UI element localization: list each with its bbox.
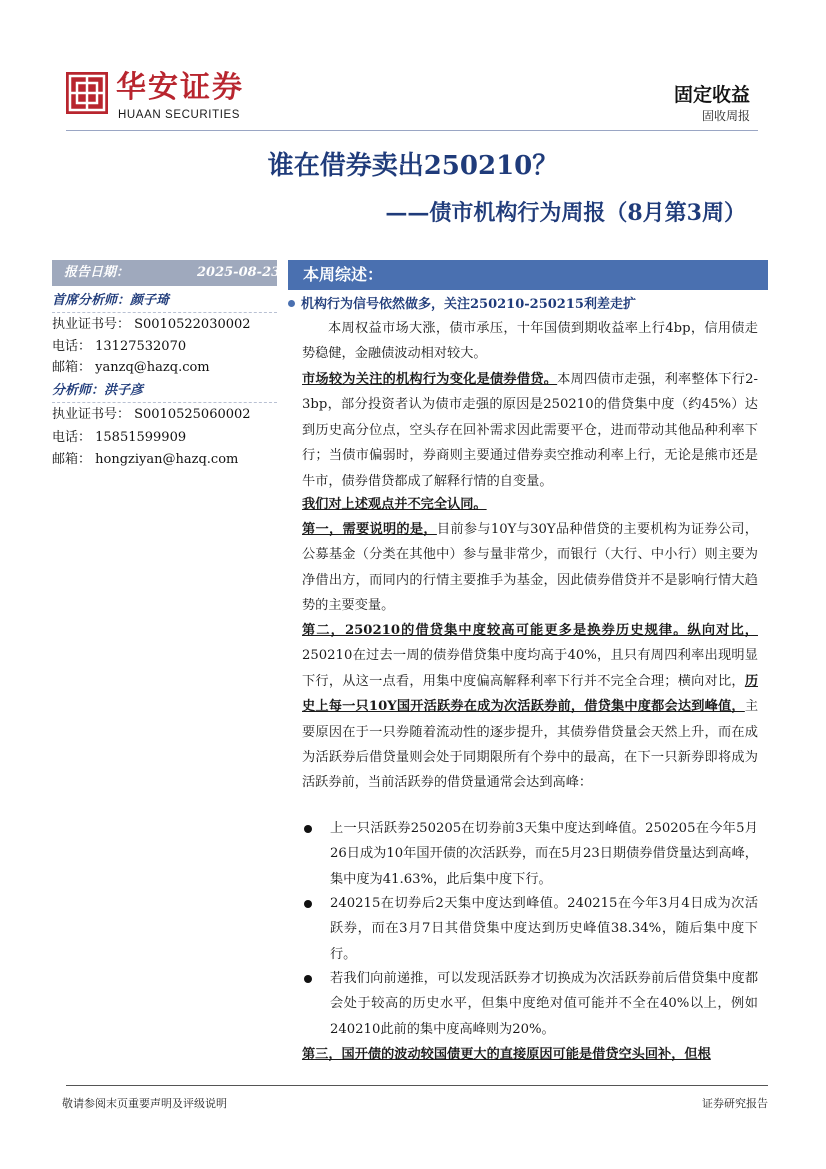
analyst-1-phone: 电话： 13127532070 <box>52 339 187 354</box>
header-divider <box>66 130 758 131</box>
list-item-body: 250205在今年5月26日成为10年国开债的次活跃券，而在5月23日期债券借贷量达到高峰，集中度为41.63%，此后集中度下行。 <box>330 821 758 887</box>
paragraph-6 <box>302 1042 758 1067</box>
list-item-text <box>330 891 758 967</box>
key-point-text: 机构行为信号依然做多，关注250210-250215利差走扩 <box>301 297 636 312</box>
analyst-1-name: 首席分析师：颜子琦 <box>52 293 170 308</box>
analyst-2-cert: 执业证书号： S0010525060002 <box>52 407 251 422</box>
report-date-label: 报告日期： <box>64 265 130 280</box>
list-item-lead: 240215在切券后2天集中度达到峰值。 <box>330 896 568 911</box>
report-category: 固定收益 <box>673 84 750 106</box>
brand-logo-mark <box>66 72 108 114</box>
section-title: 本周综述： <box>303 265 384 284</box>
paragraph-5 <box>302 618 758 796</box>
brand-name-cn: 华安证券 <box>116 70 244 105</box>
report-date: 2025-08-23 <box>197 265 281 280</box>
paragraph-4 <box>302 517 758 619</box>
paragraph-6-lead: 第三，国开债的波动较国债更大的直接原因可能是借贷空头回补，但根 <box>302 1047 711 1062</box>
bullet-icon <box>304 900 312 908</box>
brand-name-en: HUAAN SECURITIES <box>118 109 241 121</box>
paragraph-2-body: 本周四债市走强，利率整体下行2-3bp，部分投资者认为债市走强的原因是250210的借贷集中度（约45%）达到历史高分位点，空头存在回补需求因此需要平仓，进而带动其他品种利率下行；当债市偏弱时，券商则主要通过借券卖空推动利率上行，无论是熊市还是牛市，债券借贷都成了解释行情的自变量。 <box>302 372 758 489</box>
list-item-body: 可以发现活跃券才切换成为次活跃券前后借贷集中度都会处于较高的历史水平，但集中度绝对值可能并不全在40%以上，例如240210此前的集中度高峰则为20%。 <box>330 971 759 1037</box>
list-item-body: 240215在今年3月4日成为次活跃券，而在3月7日其借贷集中度达到历史峰值38.34%，随后集中度下行。 <box>330 896 759 962</box>
footer-divider <box>66 1085 768 1086</box>
analyst-2-name: 分析师：洪子彦 <box>52 383 144 398</box>
paragraph-5-emphasis: 历史上每一只10Y国开活跃券在成为次活跃券前，借贷集中度都会达到峰值， <box>302 673 758 715</box>
list-item-lead: 上一只活跃券250205在切券前3天集中度达到峰值。 <box>330 821 646 836</box>
bullet-icon <box>304 975 312 983</box>
paragraph-4-body: 目前参与10Y与30Y品种借贷的主要机构为证券公司，公募基金（分类在其他中）参与量非常少，而银行（大行、中小行）则主要为净借出方，而同内的行情主要推手为基金，因此债券借贷并不是影响行情大趋势的主要变量。 <box>302 522 758 614</box>
list-item <box>302 891 758 967</box>
paragraph-5-tail: 主要原因在于一只券随着流动性的逐步提升，其债券借贷量会天然上升，而在成为活跃券后借贷量则会处于同期限所有个券中的最高，在下一只新券即将成为活跃券前，当前活跃券的借贷量通常会达到高峰： <box>302 699 758 791</box>
key-point-heading <box>288 296 636 314</box>
sidebar-divider <box>52 402 277 403</box>
paragraph-2-lead: 市场较为关注的机构行为变化是债券借贷。 <box>302 372 558 387</box>
report-subcategory: 固收周报 <box>701 109 750 123</box>
bullet-dot-icon <box>288 300 295 307</box>
footer-doc-type: 证券研究报告 <box>702 1097 768 1110</box>
paragraph-5-lead: 第二，250210的借贷集中度较高可能更多是换券历史规律。纵向对比， <box>302 623 758 638</box>
bullet-icon <box>304 825 312 833</box>
paragraph-4-lead: 第一，需要说明的是， <box>302 522 437 537</box>
analyst-1-cert: 执业证书号： S0010522030002 <box>52 317 251 332</box>
report-subtitle: ——债市机构行为周报（8月第3周） <box>385 200 746 226</box>
paragraph-5-body: 250210在过去一周的债券借贷集中度均高于40%，且只有周四利率出现明显下行，从这一点看，用集中度偏高解释利率下行并不完全合理；横向对比， <box>302 648 758 689</box>
sidebar-divider <box>52 312 277 313</box>
list-item <box>302 816 758 892</box>
analyst-2-phone: 电话： 15851599909 <box>52 430 187 445</box>
list-item-text <box>330 816 758 892</box>
analyst-1-email[interactable]: 邮箱： yanzq@hazq.com <box>52 360 210 375</box>
paragraph-3 <box>302 492 758 517</box>
paragraph-2 <box>302 367 758 494</box>
paragraph-1: 本周权益市场大涨，债市承压，十年国债到期收益率上行4bp，信用债走势稳健，金融债波动相对较大。 <box>302 321 758 362</box>
paragraph-3-lead: 我们对上述观点并不完全认同。 <box>302 497 487 512</box>
list-item-text <box>330 966 758 1042</box>
list-item <box>302 966 758 1042</box>
footer-disclaimer[interactable]: 敬请参阅末页重要声明及评级说明 <box>62 1097 227 1110</box>
analyst-2-email[interactable]: 邮箱： hongziyan@hazq.com <box>52 452 239 467</box>
report-title: 谁在借券卖出250210？ <box>267 151 559 181</box>
list-item-lead: 若我们向前递推， <box>330 971 438 986</box>
